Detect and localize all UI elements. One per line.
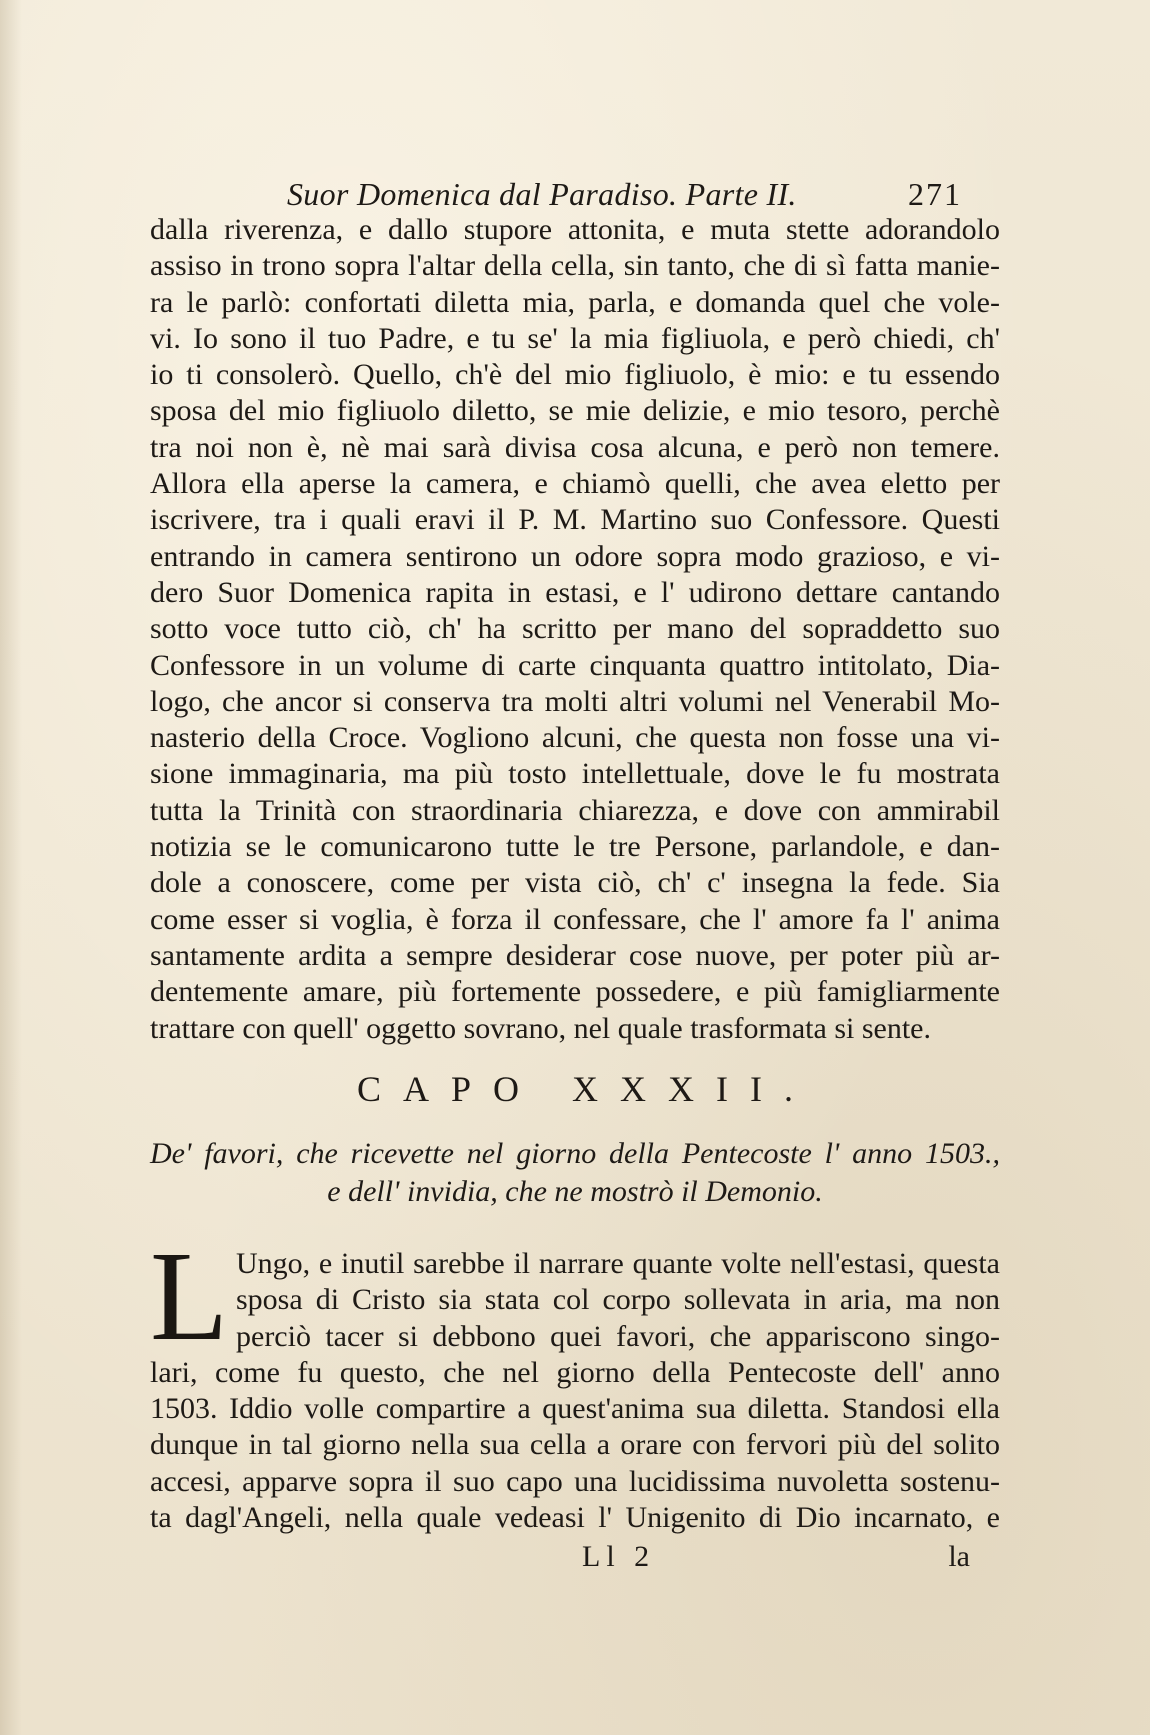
signature-mark: Ll 2 <box>582 1540 656 1573</box>
text-line: santamente ardita a sempre desiderar cose nuove, per poter più ar- <box>150 938 1000 972</box>
text-line: sione immaginaria, ma più tosto intellettuale, dove le fu mostrata <box>150 757 1000 791</box>
text-line: vi. Io sono il tuo Padre, e tu se' la mia figliuola, e però chiedi, ch' <box>150 321 1000 355</box>
text-line: 1503. Iddio volle compartire a quest'anima sua diletta. Standosi ella <box>150 1392 1000 1426</box>
text-line: lari, come fu questo, che nel giorno della Pentecoste dell' anno <box>150 1355 1000 1389</box>
text-line: dole a conoscere, come per vista ciò, ch' c' insegna la fede. Sia <box>150 866 1000 900</box>
catchword: la <box>948 1540 970 1573</box>
chapter-heading: CAPO XXXII. <box>357 1069 815 1109</box>
text-line: nasterio della Croce. Vogliono alcuni, che questa non fosse una vi- <box>150 721 1000 755</box>
drop-cap: L <box>150 1225 229 1367</box>
text-line: dunque in tal giorno nella sua cella a orare con fervori più del solito <box>150 1428 1000 1462</box>
page-header <box>150 176 1000 216</box>
text-line: trattare con quell' oggetto sovrano, nel quale trasformata si sente. <box>150 1011 931 1045</box>
text-line: Allora ella aperse la camera, e chiamò quelli, che avea eletto per <box>150 467 1000 501</box>
running-title: Suor Domenica dal Paradiso. Parte II. <box>287 176 797 212</box>
text-line: entrando in camera sentirono un odore sopra modo grazioso, e vi- <box>150 539 1000 573</box>
chapter-summary-line: De' favori, che ricevette nel giorno della Pentecoste l' anno 1503., <box>150 1137 1000 1170</box>
text-line: dalla riverenza, e dallo stupore attonita, e muta stette adorandolo <box>150 213 1000 246</box>
page-number: 271 <box>908 176 962 212</box>
page-edge-shadow <box>0 0 22 1735</box>
text-line: accesi, apparve sopra il suo capo una lucidissima nuvoletta sostenu- <box>150 1464 1000 1498</box>
text-line: tra noi non è, nè mai sarà divisa cosa alcuna, e però non temere. <box>150 430 1000 464</box>
text-line: ta dagl'Angeli, nella quale vedeasi l' Unigenito di Dio incarnato, e <box>150 1501 1000 1535</box>
text-line: notizia se le comunicarono tutte le tre Persone, parlandole, e dan- <box>150 830 1000 864</box>
body-text <box>150 212 1000 1047</box>
text-line: iscrivere, tra i quali eravi il P. M. Martino suo Confessore. Questi <box>150 503 1000 537</box>
text-line: assiso in trono sopra l'altar della cella, sin tanto, che di sì fatta manie- <box>150 249 1000 283</box>
text-line: sposa del mio figliuolo diletto, se mie delizie, e mio tesoro, perchè <box>150 394 1000 428</box>
text-line: dero Suor Domenica rapita in estasi, e l' udirono dettare cantando <box>150 575 1000 609</box>
text-line: come esser si voglia, è forza il confessare, che l' amore fa l' anima <box>150 902 1000 936</box>
text-line: tutta la Trinità con straordinaria chiarezza, e dove con ammirabil <box>150 793 1000 827</box>
text-line: ra le parlò: confortati diletta mia, parla, e domanda quel che vole- <box>150 285 1000 319</box>
text-line: dentemente amare, più fortemente possedere, e più famigliarmente <box>150 975 1000 1009</box>
text-line: sposa di Cristo sia stata col corpo sollevata in aria, ma non <box>236 1283 1000 1317</box>
chapter-summary <box>150 1135 1000 1211</box>
chapter-text <box>150 1246 1000 1536</box>
text-line: logo, che ancor si conserva tra molti altri volumi nel Venerabil Mo- <box>150 684 1000 718</box>
text-line: Confessore in un volume di carte cinquanta quattro intitolato, Dia- <box>150 648 1000 682</box>
text-line: perciò tacer si debbono quei favori, che appariscono singo- <box>236 1319 1000 1353</box>
page-footer <box>150 1540 1000 1576</box>
text-line: sotto voce tutto ciò, ch' ha scritto per mano del sopraddetto suo <box>150 612 1000 646</box>
chapter-summary-line: e dell' invidia, che ne mostrò il Demonio. <box>327 1175 823 1208</box>
text-line: Ungo, e inutil sarebbe il narrare quante volte nell'estasi, questa <box>236 1247 1000 1280</box>
text-line: io ti consolerò. Quello, ch'è del mio figliuolo, è mio: e tu essendo <box>150 358 1000 392</box>
